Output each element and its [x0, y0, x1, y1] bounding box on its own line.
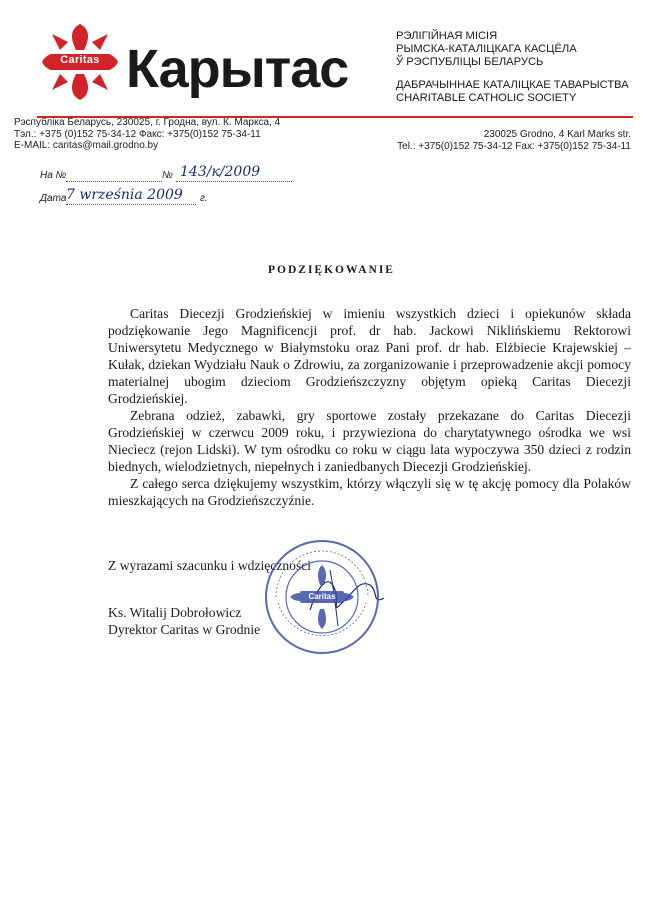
address-right [397, 129, 631, 152]
address-right-line-1: 230025 Grodno, 4 Karl Marks str. [483, 129, 631, 140]
society-block [396, 79, 629, 105]
logo-badge-text: Caritas [60, 54, 100, 66]
letter-body [108, 305, 631, 509]
org-line-2: РЫМСКА-КАТАЛІЦКАГА КАСЦЁЛА [396, 43, 577, 55]
address-left-line-1: Рэспубліка Беларусь, 230025, г. Гродна, вул. К. Маркса, 4 [14, 117, 281, 128]
closing-line: Z wyrazami szacunku i wdzięczności [108, 558, 312, 573]
signature-name: Ks. Witalij Dobrołowicz [108, 605, 242, 620]
ref-date-line [66, 204, 196, 205]
org-line-1: РЭЛІГІЙНАЯ МІСІЯ [396, 30, 498, 42]
paragraph-2: Zebrana odzież, zabawki, gry sportowe zostały przekazane do Caritas Diecezji Grodzieńskiej w czerwcu 2009 roku, i przywieziona do charytatywnego ośrodka we wsi Niecìecz (rejon Lidski). W tym ośrodku co roku w ciągu lata wypoczywa 350 dzieci z rodzin biednych, wielodzietnych, niepełnych i zaniedbanych Diecezji Grodzieńskiej. [108, 408, 631, 474]
ref-number-label: № [162, 170, 173, 181]
address-left-line-2: Тэл.: +375 (0)152 75-34-12 Факс: +375(0)152 75-34-11 [14, 128, 261, 140]
paragraph-1: Caritas Diecezji Grodzieńskiej w imieniu wszystkich dzieci i opiekunów składa podziękowanie Jego Magnificencji prof. dr hab. Jackowi Niklińskiemu Rektorowi Uniwersytetu Medycznego w Białymstoku oraz Pani prof. dr hab. Elżbiecie Krajewskiej – Kułak, dziekan Wydziału Nauk o Zdrowiu, za zorganizowanie i przeprowadzenie akcji pomocy materialnej ubogim dzieciom Grodzieńszczyzny objętym opieką Caritas Diecezji Grodzieńskiej. [108, 306, 631, 406]
org-mission-block [396, 30, 577, 69]
society-line-1: ДАБРАЧЫННАЕ КАТАЛІЦКАЕ ТАВАРЫСТВА [396, 79, 629, 91]
ref-date-value: 7 września 2009 [66, 187, 183, 203]
signature-title: Dyrektor Caritas w Grodnie [108, 622, 261, 637]
brand-name: Карытас [126, 39, 349, 99]
stamp-center-text: Caritas [308, 592, 336, 601]
ref-to-label: На № [40, 170, 67, 181]
address-right-line-2: Tel.: +375(0)152 75-34-12 Fax: +375(0)152 75-34-11 [397, 140, 631, 152]
paragraph-3: Z całego serca dziękujemy wszystkim, którzy włączyli się w tę akcję pomocy dla Polaków mieszkających na Grodzieńszczyźnie. [108, 476, 631, 508]
ref-date-suffix: г. [200, 193, 208, 204]
ref-to-line [66, 181, 162, 182]
org-line-3: Ў РЭСПУБЛІЦЫ БЕЛАРУСЬ [396, 56, 544, 68]
ref-date-label: Дата [40, 193, 67, 204]
ref-number-value: 143/к/2009 [180, 164, 261, 180]
address-left [14, 117, 280, 152]
letter-title: PODZIĘKOWANIE [268, 264, 395, 276]
ref-number-line [176, 181, 292, 182]
society-line-2: CHARITABLE CATHOLIC SOCIETY [396, 92, 577, 104]
address-left-line-3: E-MAIL: caritas@mail.grodno.by [14, 140, 159, 151]
